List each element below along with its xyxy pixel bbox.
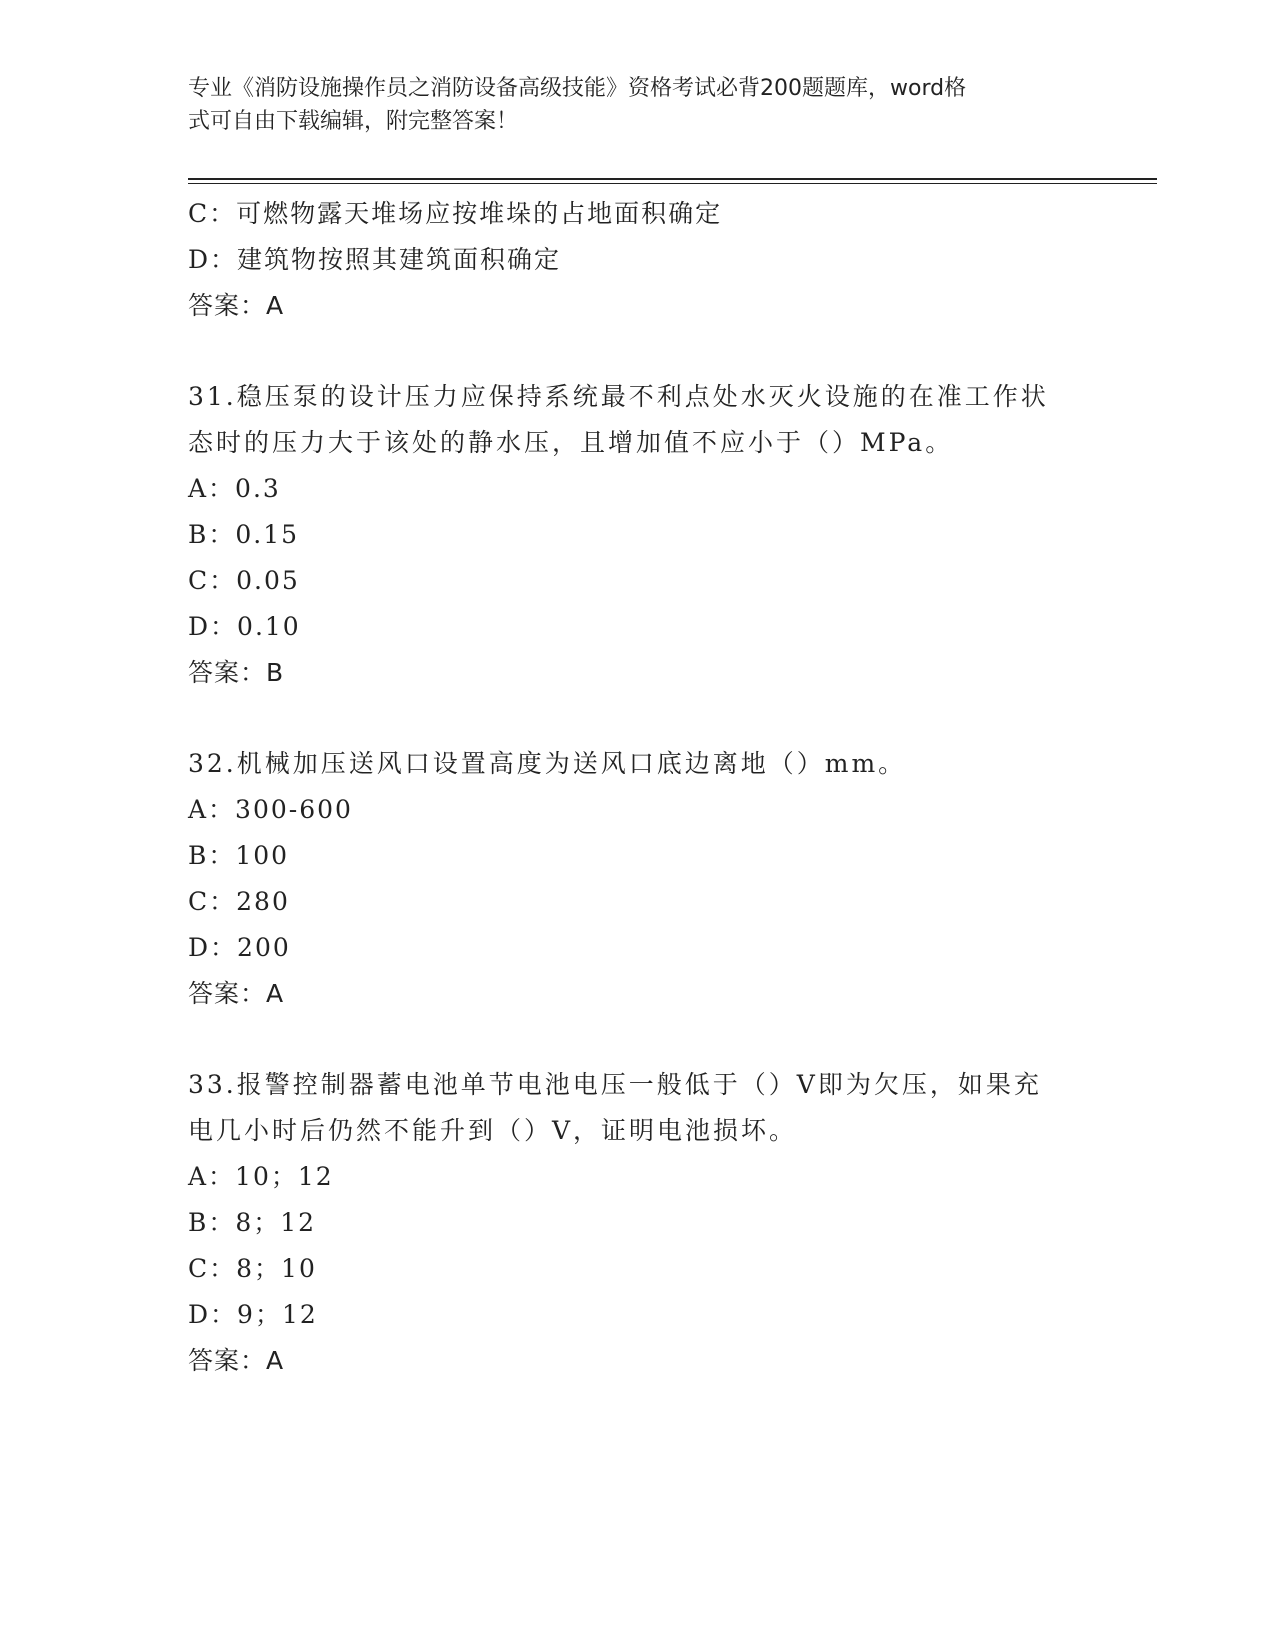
option-c: C：0.05	[188, 566, 300, 595]
document-header	[188, 72, 1068, 138]
previous-question-tail	[188, 191, 1088, 329]
header-line-1: 专业《消防设施操作员之消防设备高级技能》资格考试必背200题题库，word格	[188, 76, 967, 101]
option-d: D：建筑物按照其建筑面积确定	[188, 245, 562, 274]
answer-line: 答案：A	[188, 979, 285, 1008]
answer-line: 答案：B	[188, 658, 285, 687]
option-a: A：10；12	[188, 1162, 334, 1191]
option-b: B：0.15	[188, 520, 300, 549]
option-a: A：300-600	[188, 795, 353, 824]
option-d: D：9；12	[188, 1300, 318, 1329]
option-b: B：100	[188, 841, 290, 870]
option-d: D：0.10	[188, 612, 301, 641]
question-text-line: 31.稳压泵的设计压力应保持系统最不利点处水灭火设施的在准工作状	[188, 382, 1049, 411]
option-c: C：8；10	[188, 1254, 317, 1283]
document-body	[188, 191, 1088, 1384]
header-line-2: 式可自由下载编辑，附完整答案！	[188, 109, 519, 134]
option-b: B：8；12	[188, 1208, 317, 1237]
question-33	[188, 1062, 1088, 1384]
option-c: C：280	[188, 887, 290, 916]
question-32	[188, 741, 1088, 1017]
option-a: A：0.3	[188, 474, 281, 503]
question-31	[188, 374, 1088, 696]
answer-line: 答案：A	[188, 1346, 285, 1375]
question-text-line: 33.报警控制器蓄电池单节电池电压一般低于（）V即为欠压，如果充	[188, 1070, 1042, 1099]
question-text-line: 态时的压力大于该处的静水压，且增加值不应小于（）MPa。	[188, 428, 954, 457]
answer-line: 答案：A	[188, 291, 285, 320]
question-text-line: 电几小时后仍然不能升到（）V，证明电池损坏。	[188, 1116, 798, 1145]
option-c: C：可燃物露天堆场应按堆垛的占地面积确定	[188, 199, 723, 228]
option-d: D：200	[188, 933, 291, 962]
question-text-line: 32.机械加压送风口设置高度为送风口底边离地（）mm。	[188, 749, 907, 778]
header-divider-thin	[188, 183, 1157, 184]
header-divider-thick	[188, 178, 1157, 180]
